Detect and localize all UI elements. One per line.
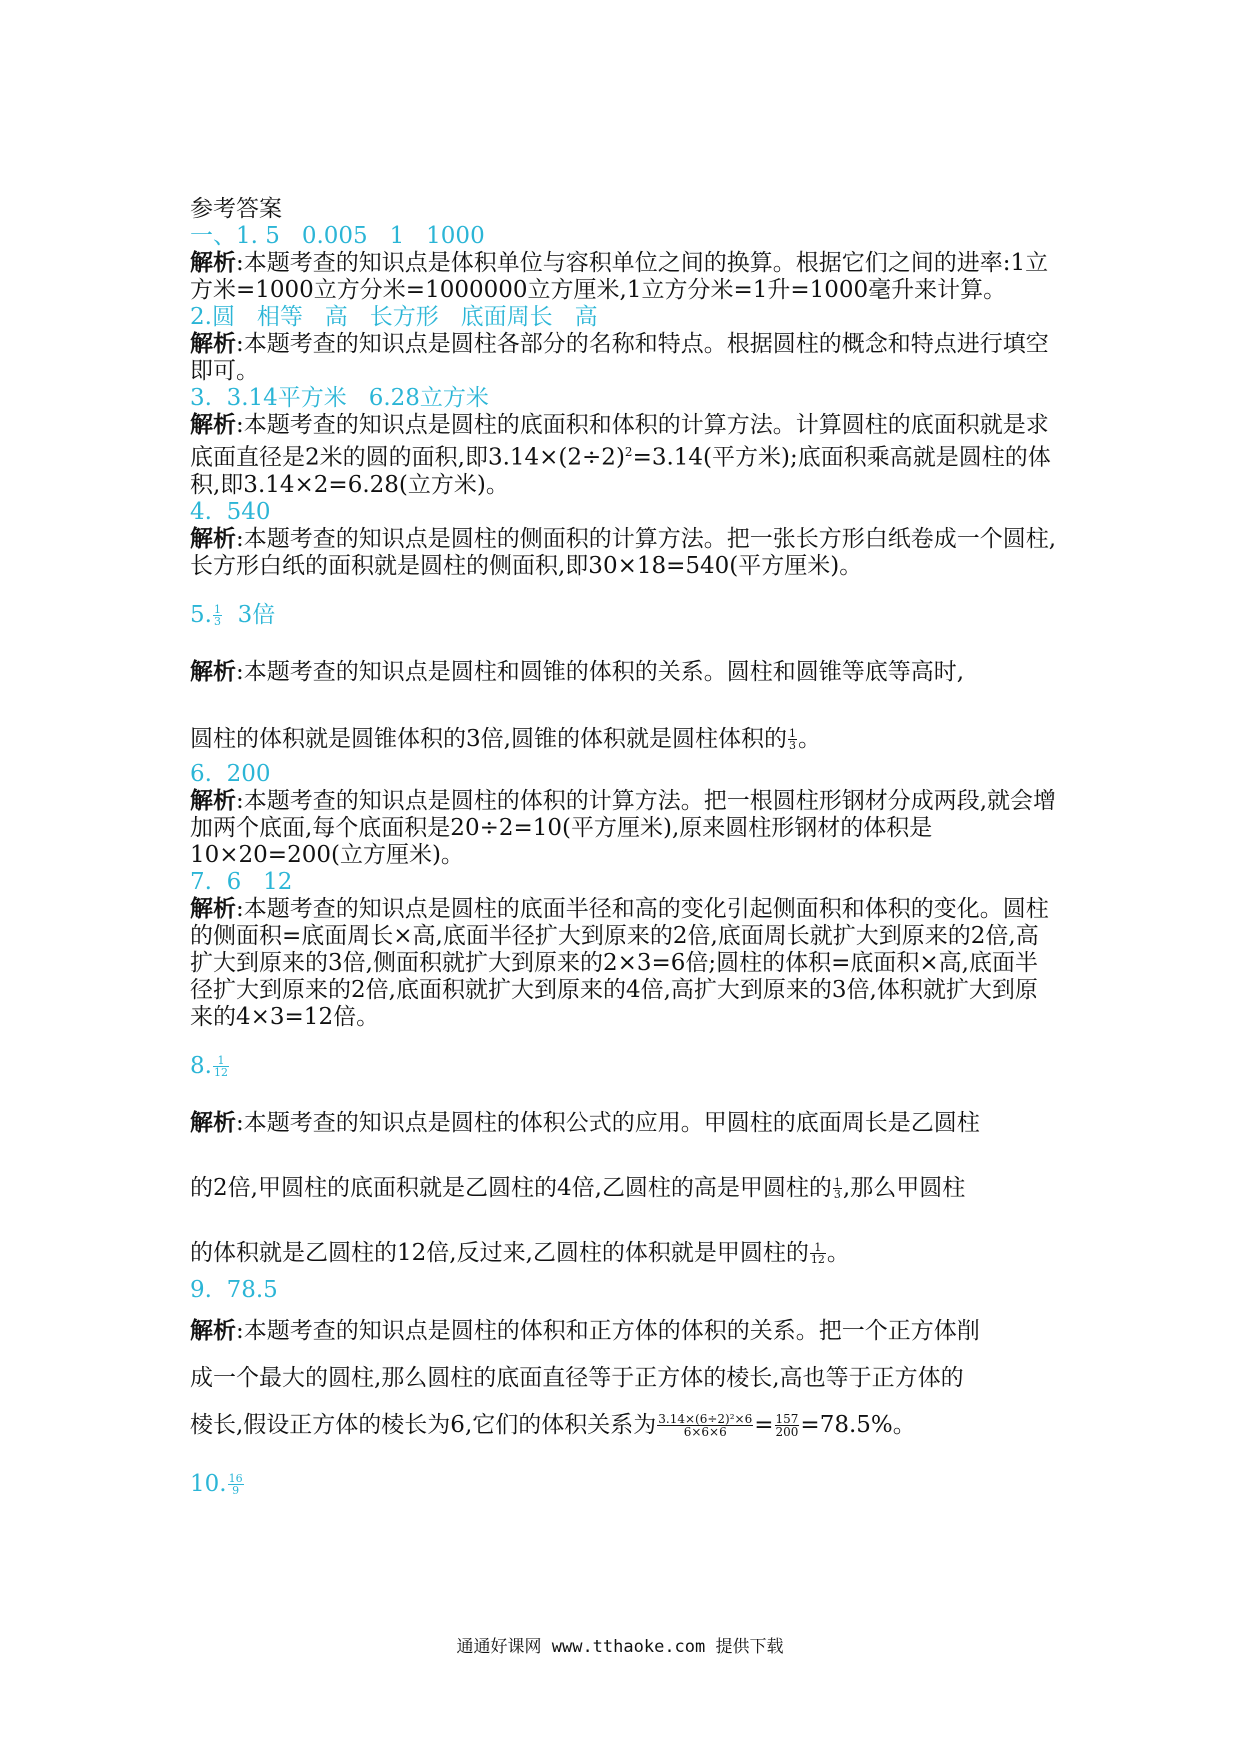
answer-page <box>190 195 1060 1497</box>
explanation-5a-text: 本题考查的知识点是圆柱和圆锥的体积的关系。圆柱和圆锥等底等高时, <box>243 658 965 685</box>
fraction <box>213 604 222 627</box>
fraction-numerator: 16 <box>228 1472 243 1486</box>
fraction-denominator: 3 <box>213 615 221 629</box>
explanation-5a: 解析:本题考查的知识点是圆柱和圆锥的体积的关系。圆柱和圆锥等底等高时, <box>190 657 965 685</box>
answer-7: 7. 6 12 <box>190 868 293 895</box>
answer-10 <box>190 1471 1060 1497</box>
answer-8-number: 8. <box>190 1052 212 1079</box>
analysis-label: 解析 <box>190 1316 236 1344</box>
page-footer: 通通好课网 www.tthaoke.com 提供下载 <box>456 1637 784 1657</box>
fraction-numerator: 157 <box>775 1412 799 1427</box>
answer-5 <box>190 602 1060 628</box>
equals-sign: = <box>754 1411 774 1438</box>
explanation-5b-text: 圆柱的体积就是圆锥体积的3倍,圆锥的体积就是圆柱体积的 <box>190 725 787 752</box>
fraction-numerator: 1 <box>788 727 796 741</box>
fraction-numerator: 1 <box>213 603 221 617</box>
explanation-9c-end: =78.5%。 <box>800 1411 916 1438</box>
page-title: 参考答案 <box>190 196 282 222</box>
explanation-4: 解析:本题考查的知识点是圆柱的侧面积的计算方法。把一张长方形白纸卷成一个圆柱,长方形白纸的面积就是圆柱的侧面积,即30×18=540(平方厘米)。 <box>190 524 1057 579</box>
explanation-8a: 解析:本题考查的知识点是圆柱的体积公式的应用。甲圆柱的底面周长是乙圆柱 <box>190 1108 980 1136</box>
fraction <box>810 1242 826 1265</box>
answer-4: 4. 540 <box>190 498 271 525</box>
analysis-label: 解析 <box>190 786 236 814</box>
answer-1: 一、1. 5 0.005 1 1000 <box>190 223 485 249</box>
explanation-1-text: 本题考查的知识点是体积单位与容积单位之间的换算。根据它们之间的进率:1立方米=1000立方分米=1000000立方厘米,1立方分米=1升=1000毫升来计算。 <box>190 250 1049 303</box>
explanation-3: 解析:本题考查的知识点是圆柱的底面积和体积的计算方法。计算圆柱的底面积就是求底面直径是2米的圆的面积,即$3.14\times(2\div 2)^2=3.14$(平方米);底面积乘高就是圆柱的体积,即3.14×2=6.28(立方米)。 <box>190 411 1051 498</box>
answer-5-text: 3倍 <box>222 601 276 628</box>
explanation-7-text: 本题考查的知识点是圆柱的底面半径和高的变化引起侧面积和体积的变化。圆柱的侧面积=底面周长×高,底面半径扩大到原来的2倍,底面周长就扩大到原来的2倍,高扩大到原来的3倍,侧面积就扩大到原来的2×3=6倍;圆柱的体积=底面积×高,底面半径扩大到原来的2倍,底面积就扩大到原来的4倍,高扩大到原来的3倍,体积就扩大到原来的4×3=12倍。 <box>190 895 1049 1030</box>
explanation-9c <box>190 1412 1060 1439</box>
fraction-numerator: 1 <box>213 1055 229 1067</box>
explanation-2: 解析:本题考查的知识点是圆柱各部分的名称和特点。根据圆柱的概念和特点进行填空即可。 <box>190 330 1049 384</box>
explanation-3-text-a: 本题考查的知识点是圆柱的底面积和体积的计算方法。计算圆柱的底面积就是求底面直径是2米的圆的面积,即3.14×(2÷2) <box>190 412 1049 471</box>
analysis-label: 解析 <box>190 894 236 922</box>
explanation-8c <box>190 1240 1060 1267</box>
analysis-label: 解析 <box>190 657 236 685</box>
analysis-label: 解析 <box>190 1108 236 1136</box>
analysis-label: 解析 <box>190 330 236 357</box>
exponent: 2 <box>624 445 633 459</box>
fraction-denominator: 3 <box>788 739 796 753</box>
answer-3: 3. 3.14平方米 6.28立方米 <box>190 385 489 411</box>
punctuation: 。 <box>797 725 821 752</box>
answer-9: 9. 78.5 <box>190 1276 278 1303</box>
answer-8 <box>190 1053 1060 1079</box>
fraction-denominator: 3 <box>833 1188 841 1202</box>
explanation-8a-text: 本题考查的知识点是圆柱的体积公式的应用。甲圆柱的底面周长是乙圆柱 <box>243 1109 980 1136</box>
analysis-label: 解析 <box>190 411 236 438</box>
explanation-7: 解析:本题考查的知识点是圆柱的底面半径和高的变化引起侧面积和体积的变化。圆柱的侧面积=底面周长×高,底面半径扩大到原来的2倍,底面周长就扩大到原来的2倍,高扩大到原来的3倍,侧面积就扩大到原来的2×3=6倍;圆柱的体积=底面积×高,底面半径扩大到原来的2倍,底面积就扩大到原来的4倍,高扩大到原来的3倍,体积就扩大到原来的4×3=12倍。 <box>190 894 1049 1030</box>
explanation-9a: 解析:本题考查的知识点是圆柱的体积和正方体的体积的关系。把一个正方体削 <box>190 1316 980 1344</box>
explanation-8b-text: 的2倍,甲圆柱的底面积就是乙圆柱的4倍,乙圆柱的高是甲圆柱的 <box>190 1174 832 1201</box>
fraction-numerator: 1 <box>833 1176 841 1190</box>
punctuation: 。 <box>826 1239 850 1266</box>
analysis-label: 解析 <box>190 524 236 552</box>
fraction-denominator: 12 <box>213 1066 228 1080</box>
explanation-9a-text: 本题考查的知识点是圆柱的体积和正方体的体积的关系。把一个正方体削 <box>243 1317 980 1344</box>
answer-6: 6. 200 <box>190 760 271 787</box>
fraction-denominator: 12 <box>810 1253 825 1267</box>
explanation-6: 解析:本题考查的知识点是圆柱的体积的计算方法。把一根圆柱形钢材分成两段,就会增加两个底面,每个底面积是20÷2=10(平方厘米),原来圆柱形钢材的体积是10×20=200(立方厘米)。 <box>190 786 1057 868</box>
fraction-numerator: 3.14×(6÷2)²×6 <box>658 1412 753 1427</box>
explanation-8b <box>190 1175 1060 1202</box>
answer-10-number: 10. <box>190 1470 227 1497</box>
explanation-4-text: 本题考查的知识点是圆柱的侧面积的计算方法。把一张长方形白纸卷成一个圆柱,长方形白纸的面积就是圆柱的侧面积,即30×18=540(平方厘米)。 <box>190 525 1057 579</box>
fraction-denominator: 9 <box>232 1484 240 1498</box>
fraction <box>833 1177 842 1200</box>
fraction <box>213 1055 229 1078</box>
fraction <box>657 1413 753 1438</box>
explanation-8c-text: 的体积就是乙圆柱的12倍,反过来,乙圆柱的体积就是甲圆柱的 <box>190 1239 809 1266</box>
fraction <box>775 1413 800 1438</box>
fraction-numerator: 1 <box>810 1242 826 1254</box>
fraction-denominator: 200 <box>775 1425 799 1440</box>
analysis-label: 解析 <box>190 249 236 276</box>
explanation-1: 解析:本题考查的知识点是体积单位与容积单位之间的换算。根据它们之间的进率:1立方米=1000立方分米=1000000立方厘米,1立方分米=1升=1000毫升来计算。 <box>190 249 1049 303</box>
fraction <box>228 1473 244 1496</box>
explanation-2-text: 本题考查的知识点是圆柱各部分的名称和特点。根据圆柱的概念和特点进行填空即可。 <box>190 331 1049 384</box>
explanation-9c-text: 棱长,假设正方体的棱长为6,它们的体积关系为 <box>190 1411 657 1438</box>
answer-5-number: 5. <box>190 601 212 628</box>
fraction-denominator: 6×6×6 <box>683 1425 727 1440</box>
explanation-8b-end: ,那么甲圆柱 <box>842 1174 966 1201</box>
answer-2: 2.圆 相等 高 长方形 底面周长 高 <box>190 304 598 330</box>
explanation-9b: 成一个最大的圆柱,那么圆柱的底面直径等于正方体的棱长,高也等于正方体的 <box>190 1364 964 1391</box>
explanation-5b <box>190 726 1060 753</box>
fraction <box>788 728 797 751</box>
explanation-3-text-b: =3.14(平方米);底面积乘高就是圆柱的体积,即3.14×2=6.28(立方米)。 <box>190 444 1051 498</box>
explanation-6-text: 本题考查的知识点是圆柱的体积的计算方法。把一根圆柱形钢材分成两段,就会增加两个底面,每个底面积是20÷2=10(平方厘米),原来圆柱形钢材的体积是10×20=200(立方厘米)。 <box>190 787 1057 868</box>
